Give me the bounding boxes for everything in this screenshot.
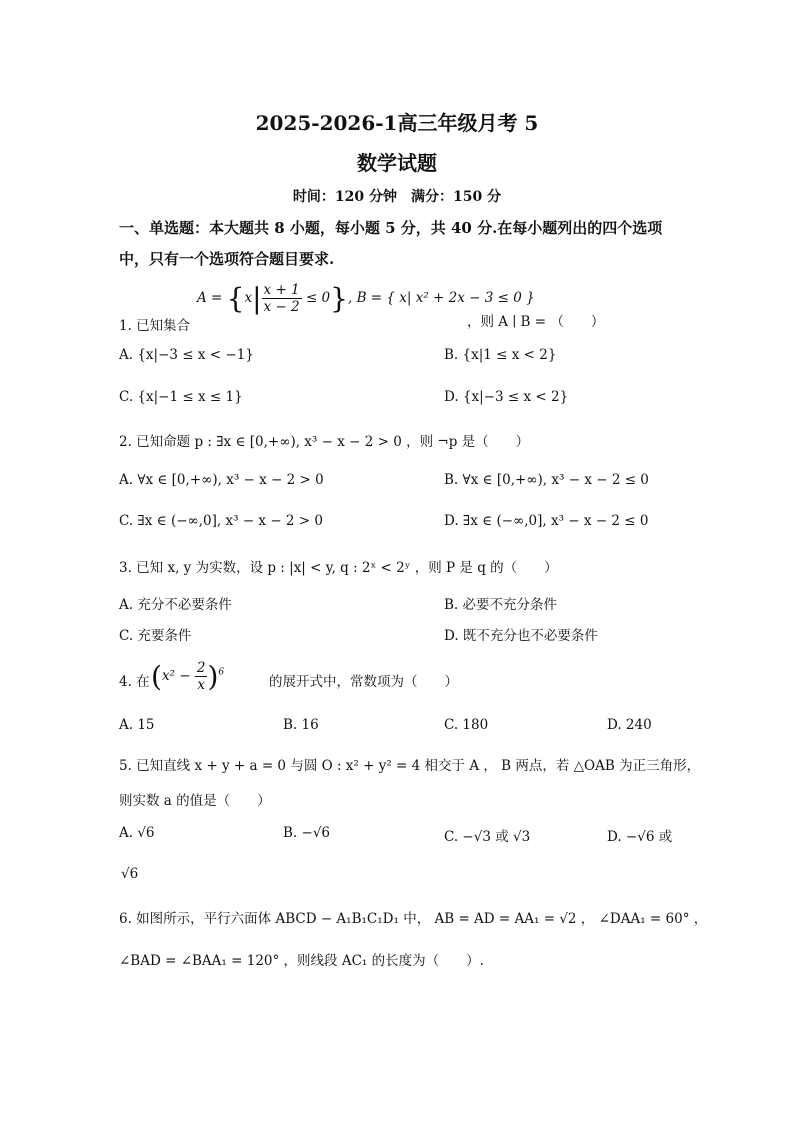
question-4-option-a: A. 15 <box>119 717 155 733</box>
question-3-option-d: D. 既不充分也不必要条件 <box>444 628 598 644</box>
question-2-stem: 2. 已知命题 p : ∃x ∈ [0,+∞), x³ − x − 2 > 0 ，则 ¬p 是（ ） <box>119 434 530 450</box>
question-1-option-a: A. {x|−3 ≤ x < −1} <box>119 347 254 363</box>
question-1-option-c: C. {x|−1 ≤ x ≤ 1} <box>119 389 243 405</box>
question-5-stem-line2: 则实数 a 的值是（ ） <box>119 793 271 809</box>
question-1-suffix: ，则 A ∣ B = （ ） <box>467 314 605 330</box>
exam-meta: 时间：120 分钟 满分：150 分 <box>292 189 502 205</box>
question-5-option-a: A. √6 <box>119 825 155 841</box>
question-4-suffix: 的展开式中，常数项为（ ） <box>269 674 458 690</box>
question-1-option-d: D. {x|−3 ≤ x < 2} <box>444 389 569 405</box>
exam-subtitle: 数学试题 <box>357 151 437 175</box>
question-5-option-b: B. −√6 <box>283 825 331 841</box>
question-3-option-c: C. 充要条件 <box>119 628 192 644</box>
question-3-option-b: B. 必要不充分条件 <box>444 597 558 613</box>
exam-title: 2025-2026-1高三年级月考 5 <box>255 111 539 135</box>
question-1-formula: A = {x| $\frac{x + 1}{x - 2}$ ≤ 0}, B = { x| x² + 2x − 3 ≤ 0 } <box>197 282 535 315</box>
question-5-option-d-continued: √6 <box>121 866 139 882</box>
question-4-option-d: D. 240 <box>607 717 652 733</box>
question-5-option-d: D. −√6 或 <box>607 829 673 845</box>
question-2-option-b: B. ∀x ∈ [0,+∞), x³ − x − 2 ≤ 0 <box>444 472 649 488</box>
question-4-option-c: C. 180 <box>444 717 489 733</box>
fraction: $\frac{x + 1}{x - 2}$ <box>263 282 300 315</box>
question-4-option-b: B. 16 <box>283 717 319 733</box>
question-4-formula: (x² − $\frac{2}{x}$ )$^6$ <box>151 660 225 693</box>
question-4-prefix: 4. 在 <box>119 674 150 690</box>
section-heading-line2: 中，只有一个选项符合题目要求. <box>119 250 335 268</box>
question-2-option-c: C. ∃x ∈ (−∞,0], x³ − x − 2 > 0 <box>119 513 323 529</box>
question-1-option-b: B. {x|1 ≤ x < 2} <box>444 347 557 363</box>
question-3-stem: 3. 已知 x, y 为实数，设 p : |x| < y, q : 2ˣ < 2ʸ ，则 P 是 q 的（ ） <box>119 560 558 576</box>
question-6-stem-line1: 6. 如图所示，平行六面体 ABCD − A₁B₁C₁D₁ 中， AB = AD = AA₁ = √2 ， ∠DAA₁ = 60° ， <box>119 911 708 927</box>
fraction: $\frac{2}{x}$ <box>196 660 206 693</box>
question-6-stem-line2: ∠BAD = ∠BAA₁ = 120° ，则线段 AC₁ 的长度为（ ）. <box>119 953 484 969</box>
question-5-option-c: C. −√3 或 √3 <box>444 829 531 845</box>
section-heading-line1: 一、单选题：本大题共 8 小题，每小题 5 分，共 40 分.在每小题列出的四个选项 <box>119 219 663 237</box>
question-2-option-d: D. ∃x ∈ (−∞,0], x³ − x − 2 ≤ 0 <box>444 513 649 529</box>
question-3-option-a: A. 充分不必要条件 <box>119 597 232 613</box>
question-1-prefix: 1. 已知集合 <box>119 318 191 334</box>
question-5-stem-line1: 5. 已知直线 x + y + a = 0 与圆 O : x² + y² = 4 相交于 A ， B 两点，若 △OAB 为正三角形， <box>119 758 701 774</box>
question-2-option-a: A. ∀x ∈ [0,+∞), x³ − x − 2 > 0 <box>119 472 324 488</box>
